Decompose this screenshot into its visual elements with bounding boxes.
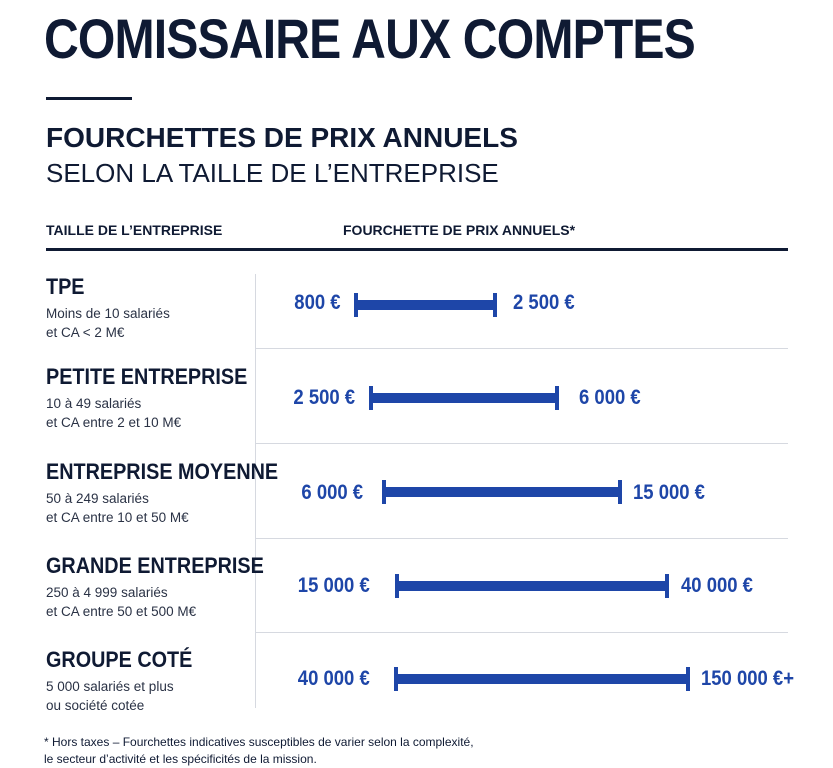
range-bar-high-cap <box>493 293 497 317</box>
footnote <box>44 734 474 768</box>
low-price-label: 40 000 € <box>298 667 370 690</box>
category-desc-1: 10 à 49 salariés <box>46 396 142 411</box>
low-price-label: 15 000 € <box>298 574 370 597</box>
category-desc-2: et CA entre 50 et 500 M€ <box>46 604 197 619</box>
category-desc-2: et CA entre 10 et 50 M€ <box>46 510 189 525</box>
high-price-label: 40 000 € <box>681 574 753 597</box>
range-bar <box>371 393 557 403</box>
category-desc-2: et CA entre 2 et 10 M€ <box>46 415 182 430</box>
chart-subheading: SELON LA TAILLE DE L’ENTREPRISE <box>46 158 499 188</box>
category-name: TPE <box>46 274 85 299</box>
category-desc-1: 50 à 249 salariés <box>46 491 149 506</box>
category-desc-2: et CA < 2 M€ <box>46 325 125 340</box>
range-bar <box>384 487 620 497</box>
category-desc-2: ou société cotée <box>46 698 145 713</box>
main-title: COMISSAIRE AUX COMPTES <box>44 7 695 70</box>
high-price-label: 15 000 € <box>633 481 705 504</box>
category-name: GRANDE ENTREPRISE <box>46 553 264 578</box>
high-price-label: 6 000 € <box>579 386 641 409</box>
range-bar <box>397 581 667 591</box>
low-price-label: 6 000 € <box>301 481 363 504</box>
high-price-label: 2 500 € <box>513 291 575 314</box>
category-name: GROUPE COTÉ <box>46 647 193 672</box>
chart-heading: FOURCHETTES DE PRIX ANNUELS <box>46 122 518 153</box>
range-bar-high-cap <box>555 386 559 410</box>
range-bar-low-cap <box>395 574 399 598</box>
range-bar-high-cap <box>665 574 669 598</box>
range-bar-low-cap <box>382 480 386 504</box>
category-desc-1: 250 à 4 999 salariés <box>46 585 168 600</box>
range-bar-high-cap <box>686 667 690 691</box>
category-desc-1: Moins de 10 salariés <box>46 306 170 321</box>
range-bar <box>396 674 688 684</box>
column-header-size: TAILLE DE L’ENTREPRISE <box>46 222 223 238</box>
category-desc-1: 5 000 salariés et plus <box>46 679 174 694</box>
range-bar-high-cap <box>618 480 622 504</box>
range-bar-low-cap <box>354 293 358 317</box>
low-price-label: 800 € <box>294 291 341 314</box>
footnote-line-2: le secteur d’activité et les spécificités de la mission. <box>44 752 317 766</box>
high-price-label: 150 000 €+ <box>701 667 795 690</box>
range-bar <box>356 300 495 310</box>
range-bar-low-cap <box>394 667 398 691</box>
footnote-line-1: * Hors taxes – Fourchettes indicatives susceptibles de varier selon la complexité, <box>44 735 474 749</box>
column-header-range: FOURCHETTE DE PRIX ANNUELS* <box>343 222 576 238</box>
low-price-label: 2 500 € <box>293 386 355 409</box>
category-name: PETITE ENTREPRISE <box>46 364 248 389</box>
range-bar-low-cap <box>369 386 373 410</box>
category-name: ENTREPRISE MOYENNE <box>46 459 279 484</box>
